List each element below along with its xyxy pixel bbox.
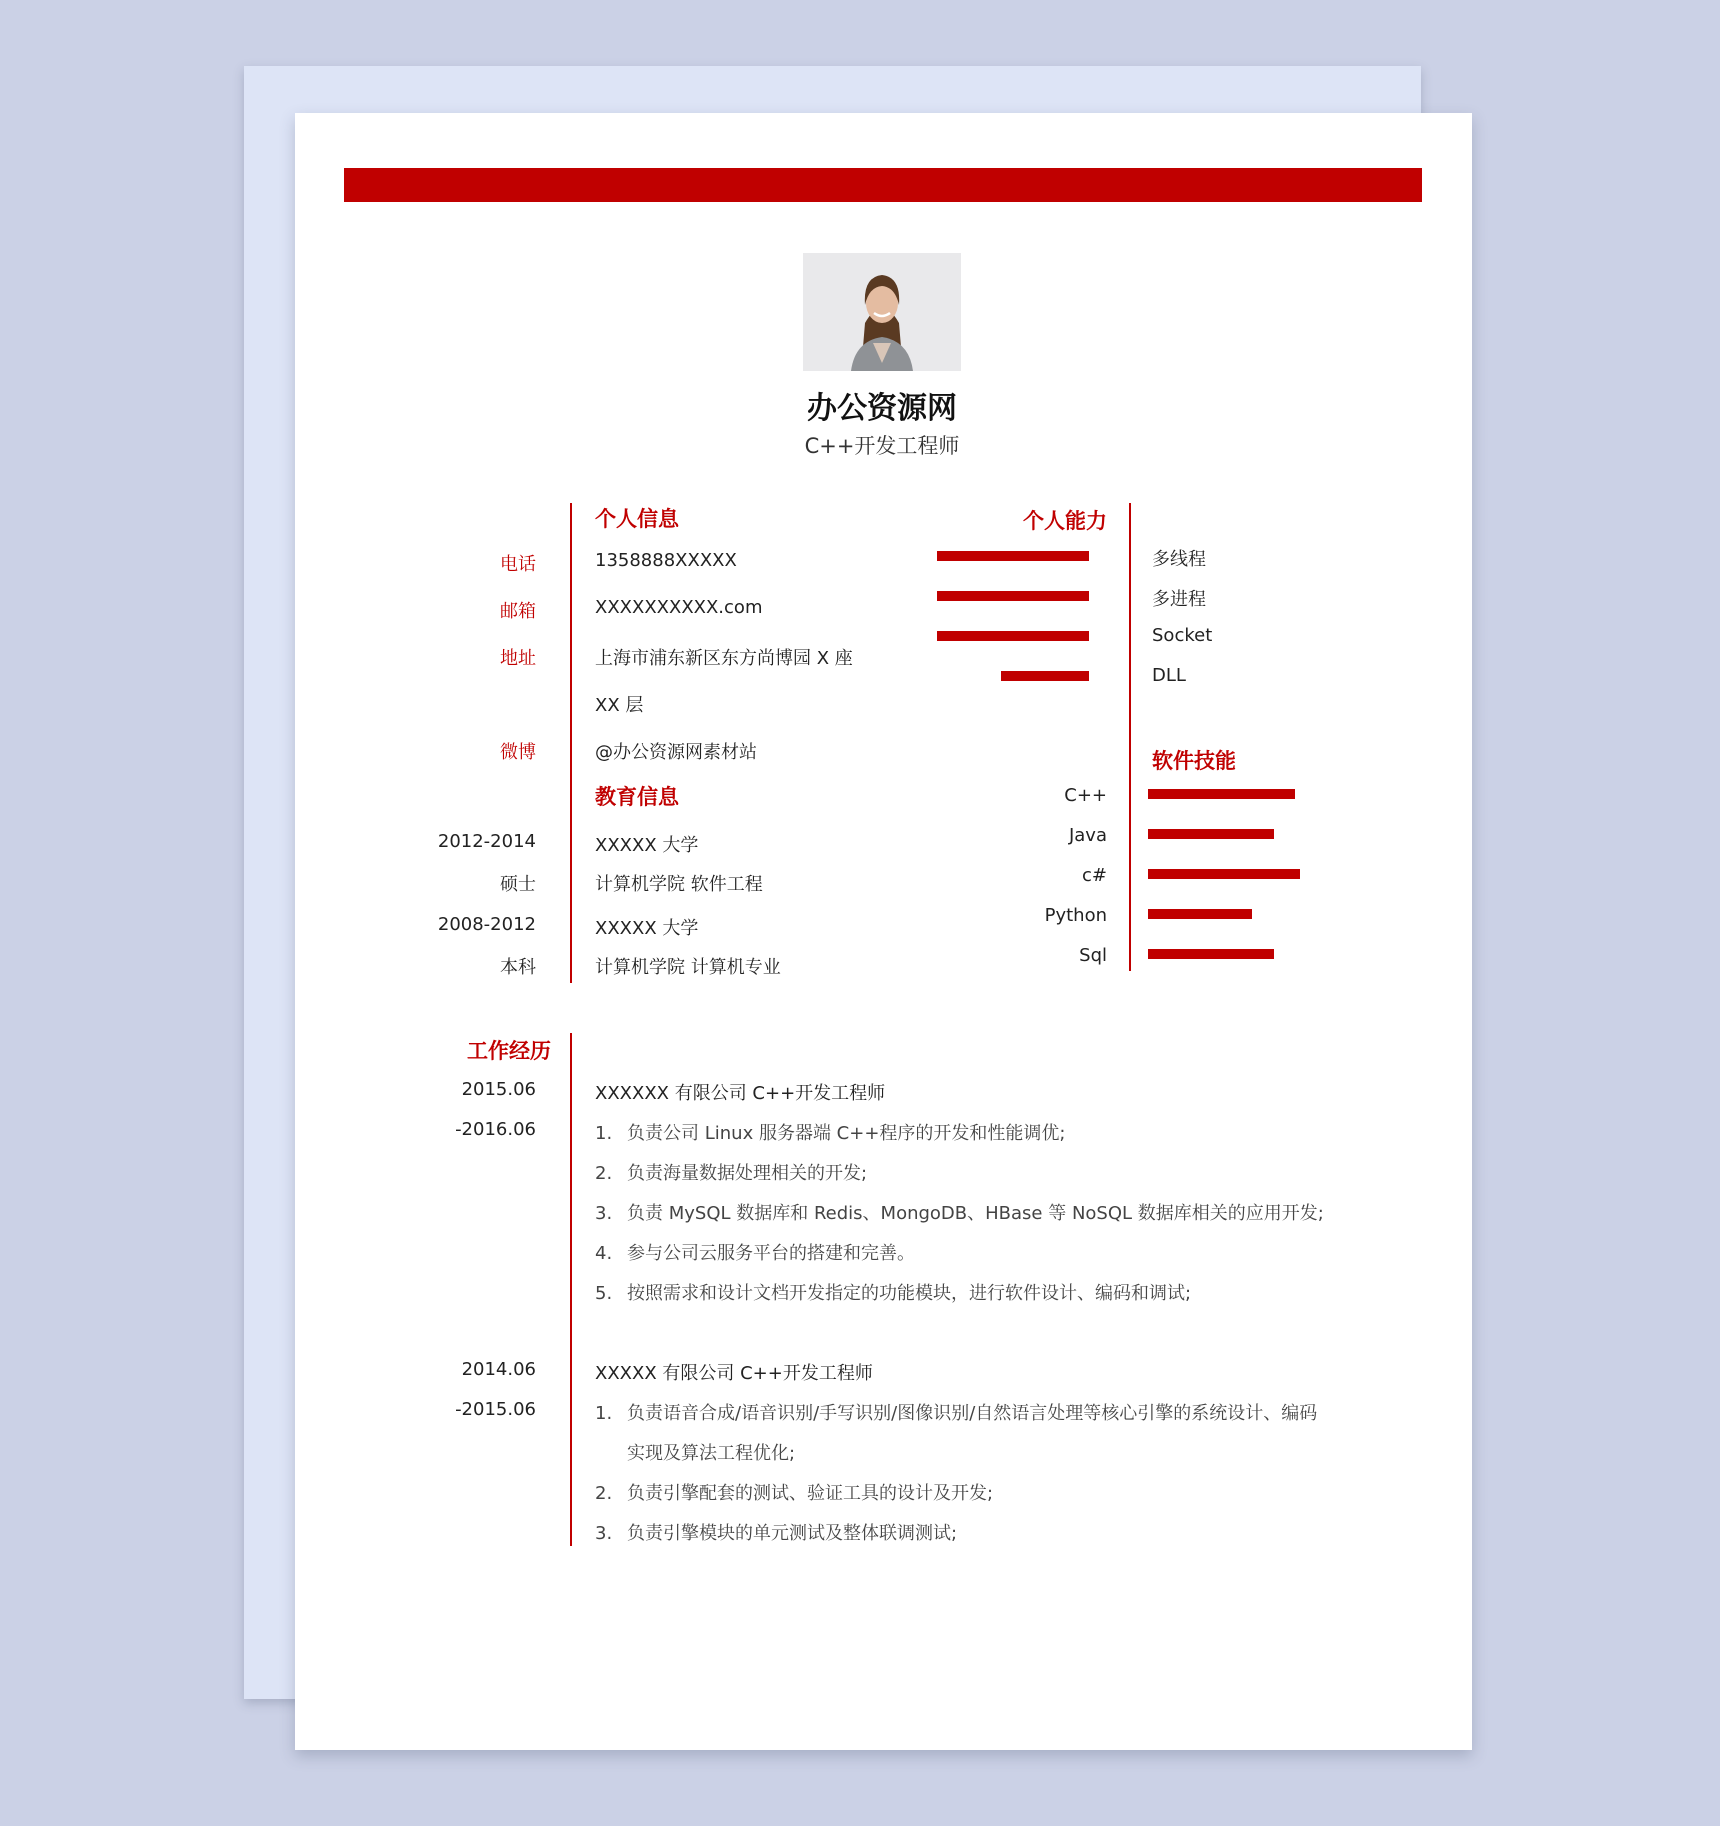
software-bar [1148,909,1252,919]
software-bar [1148,829,1274,839]
left-divider [570,503,572,983]
edu-period: 2012-2014 [437,831,536,852]
phone-value: 1358888XXXXX [595,550,737,571]
software-name: C++ [1064,785,1107,806]
duty-text: 参与公司云服务平台的搭建和完善。 [627,1243,915,1264]
middle-divider [1129,503,1131,971]
ability-bar [1001,671,1089,681]
software-bar [1148,869,1300,879]
ability-name: Socket [1152,625,1213,646]
weibo-label: 微博 [500,742,536,763]
job-end: -2016.06 [455,1119,536,1140]
email-value: XXXXXXXXXX.com [595,597,763,618]
education-title: 教育信息 [595,785,679,809]
job-start: 2015.06 [461,1079,536,1100]
duty-text: 负责公司 Linux 服务器端 C++程序的开发和性能调优; [627,1123,1066,1144]
resume-page [295,113,1472,1750]
duty-number: 2. [595,1483,613,1504]
duty-text: 负责语音合成/语音识别/手写识别/图像识别/自然语言处理等核心引擎的系统设计、编码 [627,1403,1318,1424]
edu-period: 2008-2012 [437,914,536,935]
software-bar [1148,949,1274,959]
job-duty [595,1239,915,1265]
portrait-icon [803,253,961,371]
ability-name: 多进程 [1152,589,1206,610]
email-label: 邮箱 [500,601,536,622]
job-duty [595,1399,1317,1425]
job-header: XXXXX 有限公司 C++开发工程师 [595,1363,873,1384]
job-duty [595,1479,993,1505]
edu-degree: 本科 [500,957,536,978]
job-start: 2014.06 [461,1359,536,1380]
weibo-value: @办公资源网素材站 [595,742,757,763]
duty-text: 负责 MySQL 数据库和 Redis、MongoDB、HBase 等 NoSQL 数据库相关的应用开发; [627,1203,1324,1224]
ability-bar [937,631,1089,641]
software-name: Python [1044,905,1107,926]
job-duty [595,1519,957,1545]
job-header: XXXXXX 有限公司 C++开发工程师 [595,1083,886,1104]
software-name: c# [1082,865,1107,886]
edu-degree: 硕士 [500,874,536,895]
job-duty [595,1279,1191,1305]
job-duty [595,1119,1065,1145]
job-duty [595,1199,1324,1225]
edu-school: XXXXX 大学 [595,835,699,856]
header-bar [344,168,1422,202]
address-line2: XX 层 [595,695,644,716]
duty-text: 负责引擎模块的单元测试及整体联调测试; [627,1523,958,1544]
edu-major: 计算机学院 软件工程 [595,874,763,895]
personal-info-title: 个人信息 [595,507,679,531]
profile-photo [803,253,961,371]
job-end: -2015.06 [455,1399,536,1420]
candidate-name: 办公资源网 [807,391,957,426]
duty-number: 3. [595,1203,613,1224]
duty-number: 2. [595,1163,613,1184]
duty-number: 5. [595,1283,613,1304]
work-divider [570,1033,572,1546]
job-duty [595,1439,795,1465]
ability-bar [937,591,1089,601]
candidate-role: C++开发工程师 [804,434,960,458]
abilities-title: 个人能力 [1023,509,1107,533]
duty-number: 1. [595,1123,613,1144]
address-label: 地址 [500,648,536,669]
edu-major: 计算机学院 计算机专业 [595,957,781,978]
address-line1: 上海市浦东新区东方尚博园 X 座 [595,648,853,669]
duty-text: 按照需求和设计文档开发指定的功能模块，进行软件设计、编码和调试; [627,1283,1192,1304]
duty-text: 实现及算法工程优化; [627,1443,796,1464]
software-name: Java [1068,825,1107,846]
duty-number: 3. [595,1523,613,1544]
software-bar [1148,789,1295,799]
job-duty [595,1159,867,1185]
ability-name: 多线程 [1152,549,1206,570]
duty-number: 1. [595,1403,613,1424]
software-name: Sql [1079,945,1107,966]
work-title: 工作经历 [467,1039,551,1063]
phone-label: 电话 [500,554,536,575]
edu-school: XXXXX 大学 [595,918,699,939]
duty-text: 负责引擎配套的测试、验证工具的设计及开发; [627,1483,994,1504]
ability-bar [937,551,1089,561]
software-title: 软件技能 [1152,749,1236,773]
duty-number: 4. [595,1243,613,1264]
duty-text: 负责海量数据处理相关的开发; [627,1163,868,1184]
ability-name: DLL [1152,665,1186,686]
